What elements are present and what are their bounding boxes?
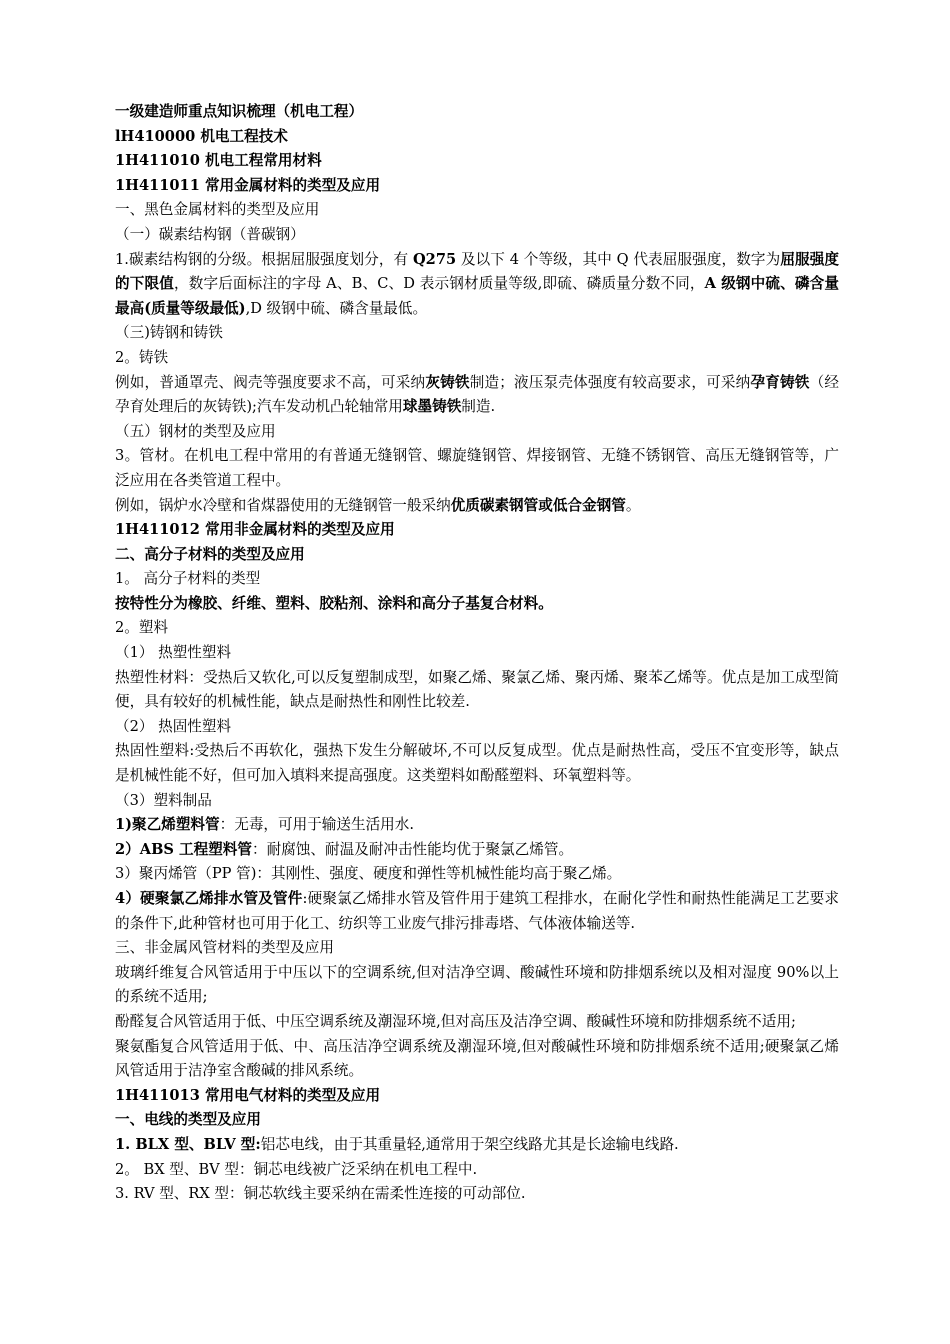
heading-paragraph: [115, 1108, 839, 1133]
text-run: 3）聚丙烯管（PP 管)：其刚性、强度、硬度和弹性等机械性能均高于聚乙烯。: [115, 865, 622, 883]
bold-text-run: 屈服强度的下限值: [115, 250, 839, 293]
body-paragraph: [115, 666, 839, 715]
text-run: 酚醛复合风管适用于低、中压空调系统及潮湿环境,但对高压及洁净空调、酸碱性环境和防排烟系统不适用;: [115, 1012, 796, 1030]
heading-paragraph: [115, 174, 839, 199]
text-run: 2。 BX 型、BV 型：铜芯电线被广泛采纳在机电工程中.: [115, 1160, 478, 1178]
body-paragraph: [115, 862, 839, 887]
text-run: lH410000 机电工程技术: [115, 127, 288, 145]
body-paragraph: [115, 198, 839, 223]
text-run: （2） 热固性塑料: [115, 717, 232, 735]
body-paragraph: [115, 641, 839, 666]
bold-text-run: 1. BLX 型、BLV 型:: [115, 1135, 261, 1153]
heading-paragraph: [115, 1084, 839, 1109]
text-run: 1H411013 常用电气材料的类型及应用: [115, 1086, 381, 1104]
text-run: 热固性塑料:受热后不再软化，强热下发生分解破坏,不可以反复成型。优点是耐热性高，受压不宜变形等，缺点是机械性能不好，但可加入填料来提高强度。这类塑料如酚醛塑料、环氧塑料等。: [115, 742, 839, 785]
body-paragraph: [115, 248, 839, 322]
body-paragraph: [115, 936, 839, 961]
text-run: 例如，锅炉水冷壁和省煤器使用的无缝钢管一般采纳: [115, 496, 451, 514]
text-run: 一、电线的类型及应用: [115, 1111, 261, 1129]
text-run: （三)铸钢和铸铁: [115, 324, 223, 342]
text-run: 1H411012 常用非金属材料的类型及应用: [115, 521, 395, 539]
bold-text-run: 2）ABS 工程塑料管: [115, 840, 252, 858]
text-run: ：耐腐蚀、耐温及耐冲击性能均优于聚氯乙烯管。: [252, 840, 574, 858]
text-run: 铝芯电线，由于其重量轻,通常用于架空线路尤其是长途输电线路.: [260, 1135, 679, 1153]
text-run: 1。 高分子材料的类型: [115, 570, 261, 588]
body-paragraph: [115, 1133, 839, 1158]
text-run: （3）塑料制品: [115, 791, 212, 809]
bold-text-run: 优质碳素钢管或低合金钢管: [450, 496, 626, 514]
text-run: 制造；液压泵壳体强度有较高要求，可采纳: [469, 373, 751, 391]
body-paragraph: [115, 223, 839, 248]
text-run: 三、非金属风管材料的类型及应用: [115, 939, 334, 957]
text-run: 二、高分子材料的类型及应用: [115, 545, 305, 563]
text-run: 玻璃纤维复合风管适用于中压以下的空调系统,但对洁净空调、酸碱性环境和防排烟系统以及相对湿度 90%以上的系统不适用;: [115, 963, 839, 1006]
text-run: 3. RV 型、RX 型：铜芯软线主要采纳在需柔性连接的可动部位.: [115, 1185, 526, 1203]
heading-paragraph: [115, 592, 839, 617]
text-run: 2。铸铁: [115, 348, 169, 366]
body-paragraph: [115, 838, 839, 863]
text-run: ：无毒，可用于输送生活用水.: [219, 816, 414, 834]
text-run: :硬聚氯乙烯排水管及管件用于建筑工程排水，在耐化学性和耐热性能满足工艺要求的条件下,此种管材也可用于化工、纺织等工业废气排污排毒塔、气体液体输送等.: [115, 890, 839, 932]
text-run: 热塑性材料：受热后又软化,可以反复塑制成型，如聚乙烯、聚氯乙烯、聚丙烯、聚苯乙烯等。优点是加工成型简便，具有较好的机械性能，缺点是耐热性和刚性比较差.: [115, 668, 839, 711]
body-paragraph: [115, 715, 839, 740]
heading-paragraph: [115, 125, 839, 150]
document-page: [115, 100, 839, 1207]
body-paragraph: [115, 444, 839, 493]
text-run: 一、黑色金属材料的类型及应用: [115, 201, 320, 219]
text-run: 2。塑料: [115, 619, 169, 637]
text-run: （经孕育处理后的灰铸铁);汽车发动机凸轮轴常用: [115, 373, 839, 416]
text-run: 聚氨酯复合风管适用于低、中、高压洁净空调系统及潮湿环境,但对酸碱性环境和防排烟系统不适用;硬聚氯乙烯风管适用于洁净室含酸碱的排风系统。: [115, 1037, 839, 1080]
body-paragraph: [115, 420, 839, 445]
body-paragraph: [115, 371, 839, 420]
text-run: （1） 热塑性塑料: [115, 644, 232, 662]
body-paragraph: [115, 1035, 839, 1084]
body-paragraph: [115, 1158, 839, 1183]
text-run: 1H411010 机电工程常用材料: [115, 152, 322, 170]
text-run: ,D 级钢中硫、磷含量最低。: [245, 299, 428, 317]
heading-paragraph: [115, 518, 839, 543]
body-paragraph: [115, 1010, 839, 1035]
body-paragraph: [115, 739, 839, 788]
text-run: 一级建造师重点知识梳理（机电工程）: [115, 103, 364, 120]
text-run: （五）钢材的类型及应用: [115, 422, 276, 440]
text-run: 1H411011 常用金属材料的类型及应用: [115, 176, 381, 194]
body-paragraph: [115, 961, 839, 1010]
bold-text-run: 灰铸铁: [425, 373, 470, 391]
text-run: 1.碳素结构钢的分级。根据屈服强度划分，有: [115, 250, 413, 268]
body-paragraph: [115, 789, 839, 814]
text-run: 按特性分为橡胶、纤维、塑料、胶粘剂、涂料和高分子基复合材料。: [115, 594, 553, 612]
body-paragraph: [115, 321, 839, 346]
bold-text-run: Q275: [412, 250, 457, 268]
body-paragraph: [115, 887, 839, 936]
text-run: 。: [625, 496, 641, 514]
heading-paragraph: [115, 100, 839, 125]
text-run: 及以下 4 个等级，其中 Q 代表屈服强度，数字为: [456, 250, 781, 268]
bold-text-run: 1)聚乙烯塑料管: [115, 816, 220, 834]
text-run: 例如，普通罩壳、阀壳等强度要求不高，可采纳: [115, 373, 426, 391]
body-paragraph: [115, 616, 839, 641]
text-run: （一）碳素结构钢（普碳钢）: [115, 225, 305, 243]
body-paragraph: [115, 567, 839, 592]
text-run: ，数字后面标注的字母 A、B、C、D 表示钢材质量等级,即硫、磷质量分数不同，: [173, 275, 705, 293]
bold-text-run: 4）硬聚氯乙烯排水管及管件: [115, 890, 303, 907]
bold-text-run: 球墨铸铁: [402, 398, 462, 416]
heading-paragraph: [115, 543, 839, 568]
body-paragraph: [115, 1182, 839, 1207]
body-paragraph: [115, 813, 839, 838]
bold-text-run: A 级钢中硫、磷含量最高(质量等级最低): [115, 275, 839, 317]
text-run: 制造.: [461, 398, 496, 416]
heading-paragraph: [115, 149, 839, 174]
text-run: 3。管材。在机电工程中常用的有普通无缝钢管、螺旋缝钢管、焊接钢管、无缝不锈钢管、高压无缝钢管等，广泛应用在各类管道工程中。: [115, 447, 839, 489]
body-paragraph: [115, 346, 839, 371]
bold-text-run: 孕育铸铁: [750, 373, 810, 391]
body-paragraph: [115, 494, 839, 519]
